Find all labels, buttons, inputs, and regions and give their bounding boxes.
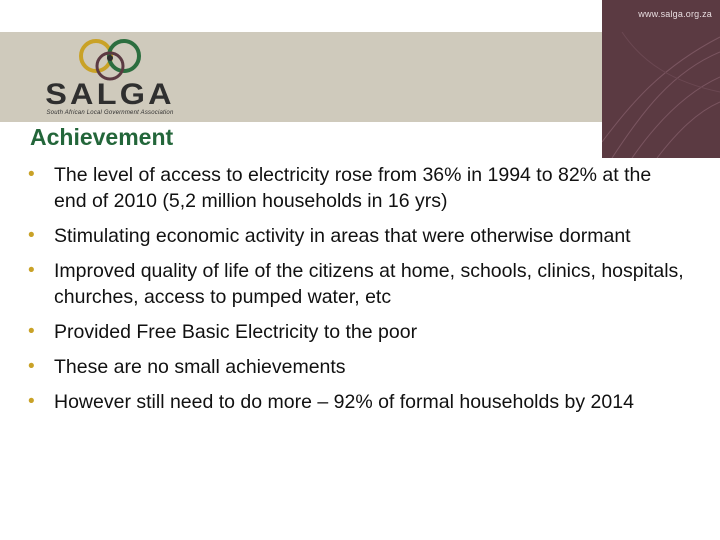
logo-tagline: South African Local Government Association xyxy=(46,110,174,116)
bullet-dot: • xyxy=(28,260,35,281)
top-strip xyxy=(0,0,720,32)
bullet-dot: • xyxy=(28,321,35,342)
bullet-item xyxy=(28,258,688,310)
logo-wordmark: SALGA xyxy=(45,78,175,111)
decorative-curves-icon xyxy=(602,32,720,158)
bullet-item xyxy=(28,162,688,214)
bullet-text: Provided Free Basic Electricity to the poor xyxy=(54,321,418,343)
bullet-text: The level of access to electricity rose from 36% in 1994 to 82% at the end of 2010 (5,2 million households in 16 yrs) xyxy=(54,164,652,212)
bullet-dot: • xyxy=(28,164,35,185)
slide-title: Achievement xyxy=(30,124,174,150)
salga-emblem-icon xyxy=(66,36,154,82)
bullet-text: However still need to do more – 92% of formal households by 2014 xyxy=(54,391,634,413)
bullet-item xyxy=(28,319,688,345)
bullet-text: Improved quality of life of the citizens at home, schools, clinics, hospitals, churches, access to pumped water, etc xyxy=(54,260,684,308)
bullet-dot: • xyxy=(28,356,35,377)
bullet-list xyxy=(28,162,688,424)
decorative-corner-panel xyxy=(602,32,720,158)
bullet-dot: • xyxy=(28,391,35,412)
salga-logo xyxy=(30,36,190,120)
bullet-text: Stimulating economic activity in areas that were otherwise dormant xyxy=(54,225,631,247)
bullet-item xyxy=(28,354,688,380)
bullet-item xyxy=(28,389,688,415)
website-url: www.salga.org.za xyxy=(638,9,712,19)
bullet-dot: • xyxy=(28,225,35,246)
bullet-text: These are no small achievements xyxy=(54,356,346,378)
bullet-item xyxy=(28,223,688,249)
